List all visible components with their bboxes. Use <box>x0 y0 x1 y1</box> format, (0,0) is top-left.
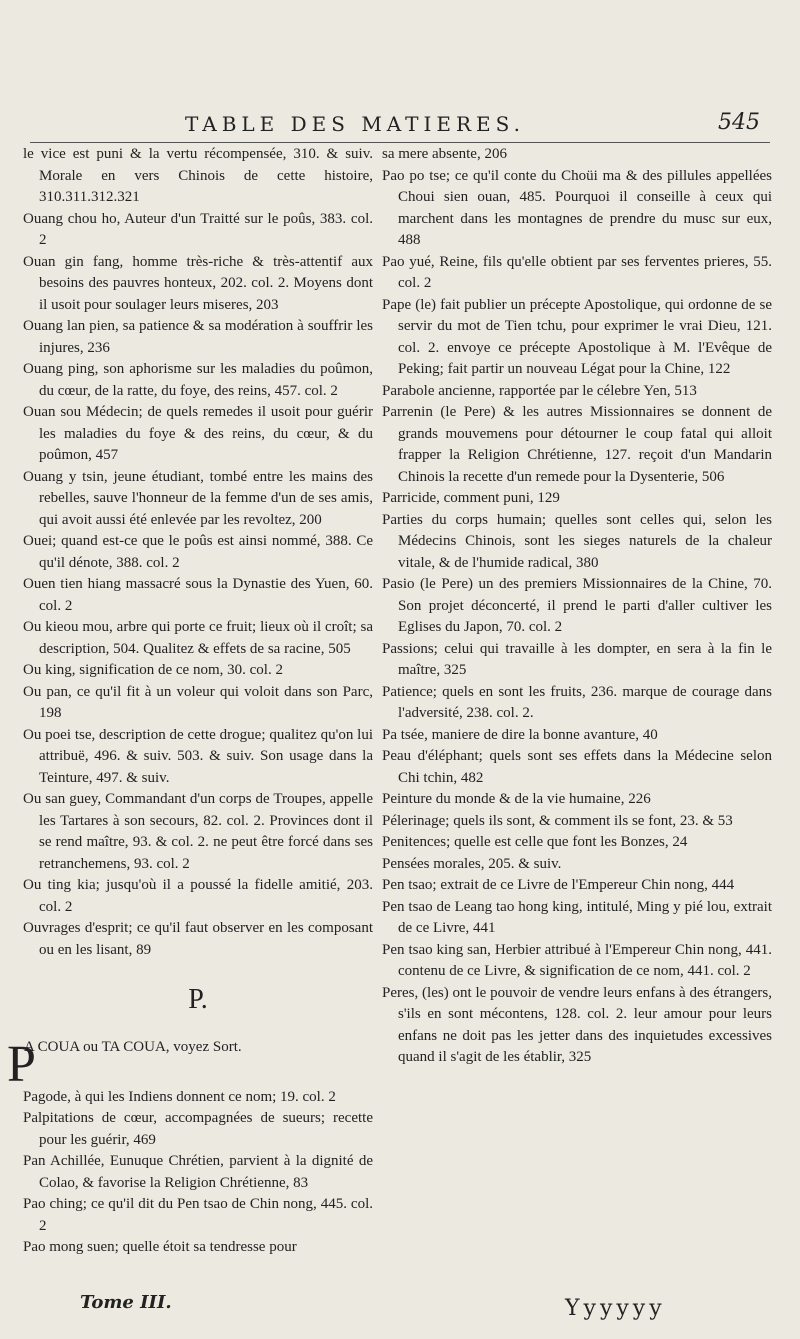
index-entry: Peres, (les) ont le pouvoir de vendre leurs enfans à des étrangers, s'ils en sont mécontens, 128. col. 2. leur amour pour leurs enfans ne doit pas les jetter dans des inquietudes excessives quand il s'agit de les établir, 325 <box>382 984 772 1065</box>
left-entry-list-p <box>23 1087 373 1259</box>
section-letter: P. <box>188 984 208 1015</box>
index-entry: Pa tsée, maniere de dire la bonne avanture, 40 <box>382 726 658 743</box>
index-entry: Patience; quels en sont les fruits, 236. marque de courage dans l'adversité, 238. col. 2. <box>382 683 772 721</box>
running-title: TABLE DES MATIERES. <box>185 112 525 136</box>
index-entry: Ouei; quand est-ce que le poûs est ainsi nommé, 388. Ce qu'il dénote, 388. col. 2 <box>23 533 373 571</box>
right-entry-list <box>382 144 772 1069</box>
index-entry: Ouang ping, son aphorisme sur les maladies du poûmon, du cœur, de la ratte, du foye, des reins, 457. col. 2 <box>23 361 373 399</box>
index-entry: Pao ching; ce qu'il dit du Pen tsao de Chin nong, 445. col. 2 <box>23 1196 373 1234</box>
index-entry: Palpitations de cœur, accompagnées de sueurs; recette pour les guérir, 469 <box>23 1110 373 1148</box>
index-entry: Pen tsao de Leang tao hong king, intitulé, Ming y pié lou, extrait de ce Livre, 441 <box>382 898 772 936</box>
index-entry: sa mere absente, 206 <box>382 146 507 162</box>
index-entry: Pen tsao; extrait de ce Livre de l'Empereur Chin nong, 444 <box>382 877 735 893</box>
index-entry: Pen tsao king san, Herbier attribué à l'Empereur Chin nong, 441. contenu de ce Livre, & signification de ce nom, 441. col. 2 <box>382 941 772 979</box>
index-entry: Ou pan, ce qu'il fit à un voleur qui voloit dans son Parc, 198 <box>23 683 373 721</box>
header-rule <box>30 142 770 143</box>
index-entry: Pao mong suen; quelle étoit sa tendresse pour <box>23 1239 297 1255</box>
right-column <box>382 144 772 1069</box>
index-entry: Peau d'éléphant; quels sont ses effets dans la Médecine selon Chi tchin, 482 <box>382 748 772 786</box>
index-entry: Pagode, à qui les Indiens donnent ce nom; 19. col. 2 <box>23 1088 336 1105</box>
index-entry: Ou san guey, Commandant d'un corps de Troupes, appelle les Tartares à son secours, 82. col. 2. Provinces dont il se rend maître, 93. & col. 2. ne peut être forcé dans ses retranchemens, 93. col. 2 <box>23 791 373 872</box>
left-entry-list <box>23 144 373 961</box>
index-entry: Passions; celui qui travaille à les dompter, en sera à la fin le maître, 325 <box>382 640 772 678</box>
index-entry: le vice est puni & la vertu récompensée, 310. & suiv. Morale en vers Chinois de cette histoire, 310.311.312.321 <box>23 146 373 205</box>
volume-label: Tome III. <box>80 1292 172 1313</box>
index-entry: Parrenin (le Pere) & les autres Missionnaires se donnent de grands mouvemens pour détourner le coup fatal qui alloit frapper la Religion Chrétienne, 127. reçoit d'un Mandarin Chinois la recette d'un remede pour la Dysenterie, 506 <box>382 404 772 485</box>
index-entry: Pélerinage; quels ils sont, & comment ils se font, 23. & 53 <box>382 812 733 829</box>
index-entry: Ouang y tsin, jeune étudiant, tombé entre les mains des rebelles, sauve l'honneur de la femme d'un de ses amis, qui avoit aussi été enlevée par les revoltez, 200 <box>23 468 373 528</box>
dropcap-entry <box>7 1035 373 1093</box>
index-entry: Peinture du monde & de la vie humaine, 226 <box>382 791 651 807</box>
index-entry: Pao po tse; ce qu'il conte du Choüi ma & des pillules appellées Choui sien ouan, 485. Pourquoi il conseille à ceux qui marchent dans les montagnes de prendre du musc sur eux, 488 <box>382 167 772 248</box>
left-column <box>7 144 373 1259</box>
index-entry: Ouvrages d'esprit; ce qu'il faut observer en les composant ou en les lisant, 89 <box>23 920 373 958</box>
index-entry: Pan Achillée, Eunuque Chrétien, parvient à la dignité de Colao, & favorise la Religion Chrétienne, 83 <box>23 1153 373 1191</box>
index-entry: Ouan gin fang, homme très-riche & très-attentif aux besoins des pauvres honteux, 202. col. 2. Moyens dont il usoit pour soulager leurs miseres, 203 <box>23 253 373 313</box>
index-entry: Parricide, comment puni, 129 <box>382 490 560 506</box>
index-entry: Pao yué, Reine, fils qu'elle obtient par ses ferventes prieres, 55. col. 2 <box>382 253 772 291</box>
index-entry: Penitences; quelle est celle que font les Bonzes, 24 <box>382 834 688 850</box>
index-entry: Ouan sou Médecin; de quels remedes il usoit pour guérir les maladies du foye & des reins, du cœur, & du poûmon, 457 <box>23 404 373 463</box>
drop-cap: P <box>7 1035 36 1093</box>
index-entry: Parties du corps humain; quelles sont celles qui, selon les Médecins Chinois, sont les sieges naturels de la chaleur vitale, & de l'humide radical, 380 <box>382 511 772 571</box>
index-entry: Parabole ancienne, rapportée par le célebre Yen, 513 <box>382 382 697 399</box>
index-entry: Ou kieou mou, arbre qui porte ce fruit; lieux où il croît; sa description, 504. Qualitez & effets de sa racine, 505 <box>23 619 373 657</box>
index-entry: Ouen tien hiang massacré sous la Dynastie des Yuen, 60. col. 2 <box>23 576 373 614</box>
index-entry: Ouang lan pien, sa patience & sa modération à souffrir les injures, 236 <box>23 318 373 356</box>
index-entry: Pensées morales, 205. & suiv. <box>382 855 562 872</box>
index-entry: Ouang chou ho, Auteur d'un Traitté sur le poûs, 383. col. 2 <box>23 210 373 248</box>
index-entry: Pape (le) fait publier un précepte Apostolique, qui ordonne de se servir du mot de Tien tchu, pour exprimer le vrai Dieu, 121. col. 2. envoye ce précepte Apostolique à M. l'Evêque de Peking; fait partir un nouveau Légat pour la Chine, 122 <box>382 296 772 377</box>
index-entry: Ou king, signification de ce nom, 30. col. 2 <box>23 662 283 678</box>
index-entry: Pasio (le Pere) un des premiers Missionnaires de la Chine, 70. Son projet déconcerté, il prend le parti d'aller cultiver les Eglises du Japon, 70. col. 2 <box>382 576 772 635</box>
index-entry: Ou ting kia; jusqu'où il a poussé la fidelle amitié, 203. col. 2 <box>23 877 373 915</box>
dropcap-text: A COUA ou TA COUA, voyez Sort. <box>23 1038 242 1055</box>
page-header <box>185 112 760 142</box>
index-entry: Ou poei tse, description de cette drogue; qualitez qu'on lui attribuë, 496. & suiv. 503. & suiv. Son usage dans la Teinture, 497. & suiv. <box>23 726 373 786</box>
signature-mark: Yyyyyy <box>565 1296 666 1321</box>
page-number: 545 <box>718 110 760 135</box>
